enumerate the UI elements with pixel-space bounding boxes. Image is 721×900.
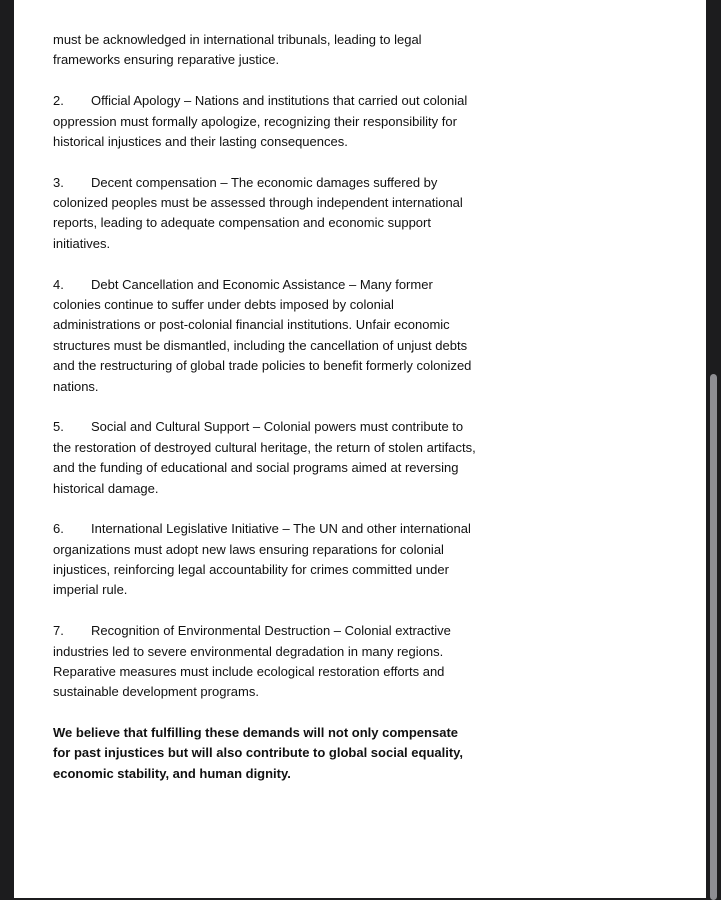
item-number: 7. (53, 623, 64, 639)
item-text: Recognition of Environmental Destruction – Colonial extractive industries led to severe environmental degradation in many regions. Reparative measures must include ecological restoration efforts and sustainable development programs. (53, 623, 451, 700)
item-text: International Legislative Initiative – The UN and other international organizations must adopt new laws ensuring reparations for colonial injustices, reinforcing legal accountability for crimes committed under imperial rule. (53, 521, 471, 598)
item-text: Decent compensation – The economic damages suffered by colonized peoples must be assessed through independent international reports, leading to adequate compensation and economic support initiatives. (53, 174, 463, 251)
item-text: Official Apology – Nations and institutions that carried out colonial oppression must formally apologize, recognizing their responsibility for historical injustices and their lasting consequences. (53, 93, 468, 149)
item-number: 3. (53, 174, 64, 190)
scrollbar[interactable] (706, 0, 721, 900)
item-number: 4. (53, 276, 64, 292)
item-number: 2. (53, 93, 64, 109)
intro-paragraph: must be acknowledged in international tribunals, leading to legal frameworks ensuring reparative justice. (53, 32, 422, 68)
list-item (53, 275, 478, 397)
document-body (53, 30, 478, 784)
list-item (53, 417, 478, 499)
list-item (53, 91, 478, 152)
closing-statement: We believe that fulfilling these demands will not only compensate for past injustices but will also contribute to global social equality, economic stability, and human dignity. (53, 725, 464, 781)
list-item (53, 173, 478, 255)
document-page (14, 0, 706, 898)
item-number: 6. (53, 521, 64, 537)
scrollbar-thumb[interactable] (710, 374, 717, 900)
item-text: Social and Cultural Support – Colonial powers must contribute to the restoration of destroyed cultural heritage, the return of stolen artifacts, and the funding of educational and social programs aimed at reversing historical damage. (53, 419, 476, 496)
list-item (53, 621, 478, 703)
item-number: 5. (53, 419, 64, 435)
item-text: Debt Cancellation and Economic Assistance – Many former colonies continue to suffer under debts imposed by colonial administrations or post-colonial financial institutions. Unfair economic structures must be dismantled, including the cancellation of unjust debts and the restructuring of global trade policies to benefit formerly colonized nations. (53, 276, 472, 394)
list-item (53, 519, 478, 601)
